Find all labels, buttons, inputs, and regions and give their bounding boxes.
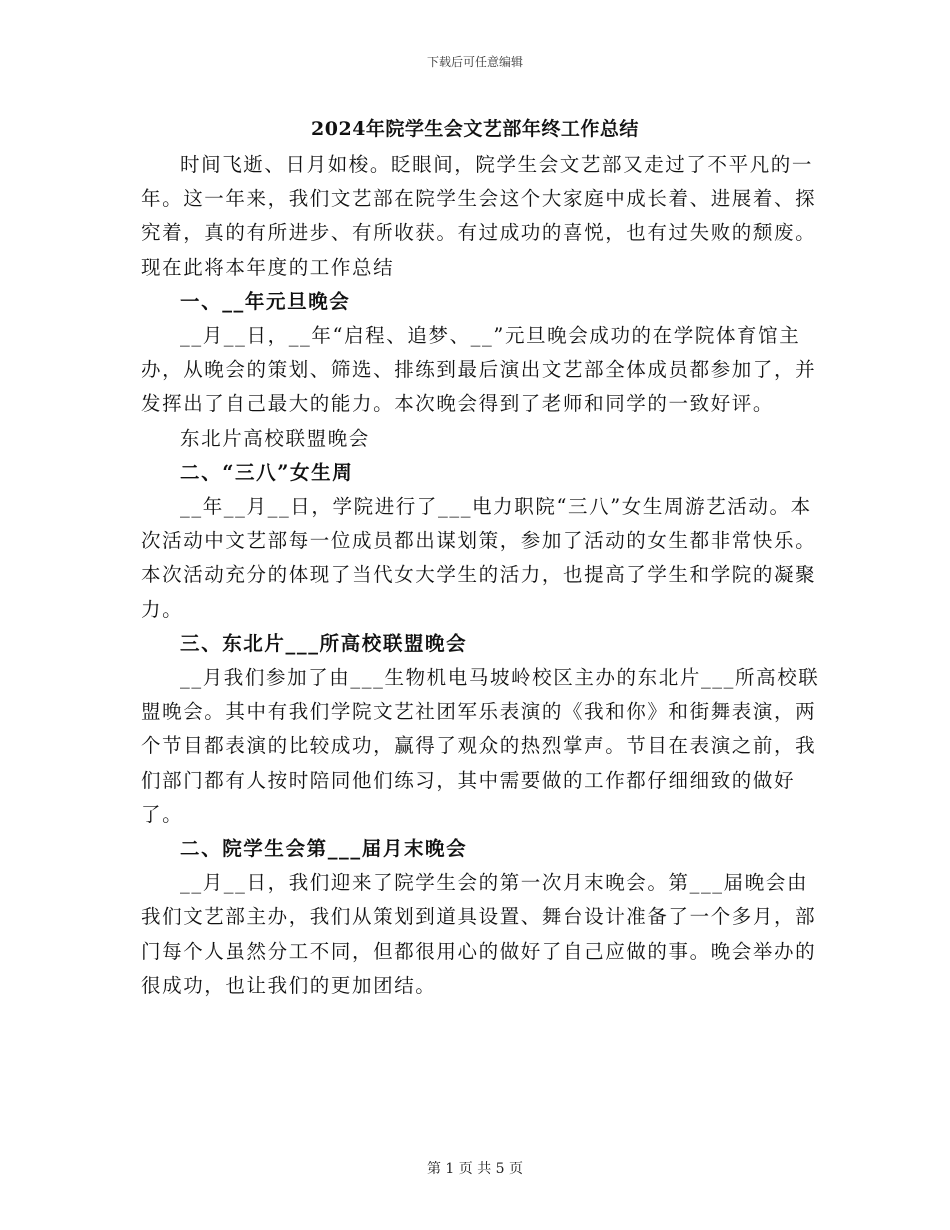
page-number-label: 第 1 页 共 5 页 <box>426 1161 524 1177</box>
header-note: 下载后可任意编辑 <box>426 55 523 69</box>
section-1-paragraph-1: __月__日，__年“启程、追梦、__”元旦晚会成功的在学院体育馆主办，从晚会的策划、筛选、排练到最后演出文艺部全体成员都参加了，并发挥出了自己最大的能力。本次晚会得到了老师和同学的一致好评。 <box>141 324 817 416</box>
section-heading-2: 二、“三八”女生周 <box>180 460 354 484</box>
section-4-paragraph-1: __月__日，我们迎来了院学生会的第一次月末晚会。第___届晚会由我们文艺部主办，我们从策划到道具设置、舞台设计准备了一个多月，部门每个人虽然分工不同，但都很用心的做好了自己应做的事。晚会举办的很成功，也让我们的更加团结。 <box>141 871 817 997</box>
document-body <box>141 148 821 1003</box>
section-2-paragraph-1: __年__月__日，学院进行了___电力职院“三八”女生周游艺活动。本次活动中文艺部每一位成员都出谋划策，参加了活动的女生都非常快乐。本次活动充分的体现了当代女大学生的活力，也提高了学生和学院的凝聚力。 <box>141 495 817 621</box>
document-title: 2024年院学生会文艺部年终工作总结 <box>311 118 639 140</box>
intro-paragraph: 时间飞逝、日月如梭。眨眼间，院学生会文艺部又走过了不平凡的一年。这一年来，我们文艺部在院学生会这个大家庭中成长着、进展着、探究着，真的有所进步、有所收获。有过成功的喜悦，也有过失败的颓废。现在此将本年度的工作总结 <box>141 153 817 279</box>
section-heading-1: 一、__年元旦晚会 <box>180 289 351 313</box>
section-1-paragraph-2: 东北片高校联盟晚会 <box>180 426 370 450</box>
section-heading-4: 二、院学生会第___届月末晚会 <box>180 837 468 861</box>
page-footer <box>0 1158 950 1178</box>
section-heading-3: 三、东北片___所高校联盟晚会 <box>180 631 468 655</box>
section-3-paragraph-1: __月我们参加了由___生物机电马坡岭校区主办的东北片___所高校联盟晚会。其中有我们学院文艺社团军乐表演的《我和你》和街舞表演，两个节目都表演的比较成功，赢得了观众的热烈掌声。节目在表演之前，我们部门都有人按时陪同他们练习，其中需要做的工作都仔细细致的做好了。 <box>141 666 820 826</box>
